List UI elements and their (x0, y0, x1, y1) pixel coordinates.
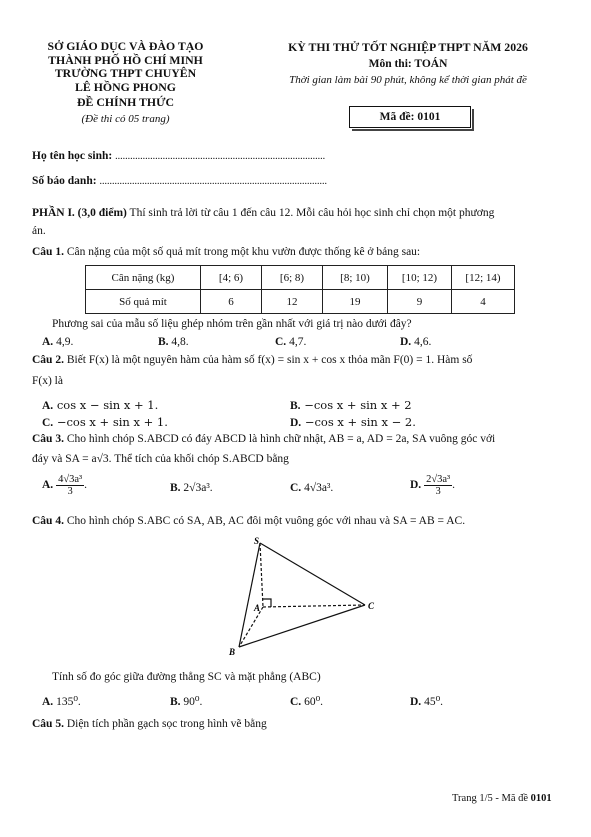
option-text: −cos x + sin x − 2. (301, 415, 416, 429)
table-cell: 4 (452, 290, 515, 314)
fraction (56, 474, 84, 497)
department-line: SỞ GIÁO DỤC VÀ ĐÀO TẠO (47, 39, 204, 53)
option-key: C. (42, 417, 54, 429)
fraction-denominator: 3 (435, 486, 441, 497)
option-key: C. (290, 482, 302, 494)
exam-title: KỲ THI THỬ TỐT NGHIỆP THPT NĂM 2026 (288, 40, 528, 54)
option-key: B. (170, 482, 181, 494)
q1-stem (32, 246, 420, 258)
subject-label: Môn thi: TOÁN (368, 58, 448, 70)
footer-text: Trang 1/5 - Mã đề (452, 793, 531, 804)
q4-option-c[interactable] (290, 694, 323, 708)
option-text: 4√3a³. (304, 482, 334, 494)
option-text: 135⁰. (53, 696, 81, 708)
vertex-label-B: B (229, 647, 236, 657)
table-cell: Cân nặng (kg) (86, 266, 201, 290)
period: . (84, 479, 88, 492)
table-row (86, 290, 515, 314)
option-key: C. (275, 336, 287, 348)
q1-prompt: Phương sai của mẫu số liệu ghép nhóm trên gần nhất với giá trị nào dưới đây? (52, 318, 412, 330)
part1-line1 (32, 207, 494, 219)
option-key: C. (290, 696, 302, 708)
fraction-denominator: 3 (67, 486, 73, 497)
table-header-row (86, 266, 515, 290)
option-key: A. (42, 479, 54, 492)
option-text: cos x − sin x + 1. (53, 398, 159, 412)
q1-option-b[interactable] (158, 336, 189, 348)
frequency-table (85, 265, 515, 314)
student-id-label: Số báo danh: (32, 175, 97, 187)
time-note: Thời gian làm bài 90 phút, không kể thời gian phát đề (289, 74, 527, 86)
school-header (18, 40, 233, 126)
q2-option-a[interactable] (42, 398, 158, 412)
student-id-dots: ........................................................................................... (99, 176, 327, 187)
fraction-numerator: 4√3a³ (58, 474, 83, 485)
q3-option-d[interactable] (410, 474, 455, 497)
table-cell: [4; 6) (201, 266, 262, 290)
q5-label: Câu 5. (32, 718, 64, 730)
table-cell: 9 (388, 290, 452, 314)
option-key: A. (42, 400, 54, 412)
page-count-note: (Đề thi có 05 trang) (81, 112, 170, 125)
option-key: B. (158, 336, 169, 348)
q4-stem (32, 515, 465, 527)
edge-AC (263, 605, 365, 607)
page-footer (452, 793, 552, 804)
student-id-row (32, 175, 327, 187)
q2-line2: F(x) là (32, 375, 63, 387)
table-cell: 19 (323, 290, 388, 314)
option-key: A. (42, 696, 54, 708)
option-text: 90⁰. (180, 696, 203, 708)
q1-text: Cân nặng của một số quả mít trong một khu vườn được thống kê ở bảng sau: (63, 246, 421, 258)
school-line: TRƯỜNG THPT CHUYÊN (54, 66, 197, 80)
q3-line2: đáy và SA = a√3. Thể tích của khối chóp S.ABCD bằng (32, 453, 289, 465)
option-key: D. (410, 696, 422, 708)
table-cell: [12; 14) (452, 266, 515, 290)
q4-label: Câu 4. (32, 515, 64, 527)
option-text: −cos x + sin x + 2 (300, 398, 412, 412)
part1-title: PHẦN I. (3,0 điểm) (32, 207, 127, 219)
q4-option-d[interactable] (410, 694, 443, 708)
option-text: 60⁰. (301, 696, 324, 708)
exam-code-box: Mã đề: 0101 (349, 106, 471, 128)
q1-option-d[interactable] (400, 336, 431, 348)
option-text: 4,9. (53, 336, 74, 348)
q3-line1: Cho hình chóp S.ABCD có đáy ABCD là hình chữ nhật, AB = a, AD = 2a, SA vuông góc với (63, 433, 496, 445)
table-cell: 12 (262, 290, 323, 314)
part1-text1: Thí sinh trả lời từ câu 1 đến câu 12. Mỗi câu hỏi học sinh chỉ chọn một phương (126, 207, 495, 219)
option-key: D. (410, 479, 422, 492)
q1-option-a[interactable] (42, 336, 73, 348)
q5-text: Diện tích phần gạch sọc trong hình vẽ bằng (63, 718, 267, 730)
table-cell: Số quả mít (86, 290, 201, 314)
option-key: B. (290, 400, 301, 412)
q3-option-c[interactable] (290, 482, 333, 494)
option-text: 4,8. (168, 336, 189, 348)
school-name-line: LÊ HỒNG PHONG (75, 79, 176, 94)
student-name-label: Họ tên học sinh: (32, 150, 113, 162)
q2-label: Câu 2. (32, 354, 64, 366)
q4-text: Cho hình chóp S.ABC có SA, AB, AC đôi một vuông góc với nhau và SA = AB = AC. (63, 515, 466, 527)
q5-stem (32, 718, 267, 730)
option-key: A. (42, 336, 54, 348)
fraction-numerator: 2√3a³ (426, 474, 451, 485)
table-cell: 6 (201, 290, 262, 314)
fraction (424, 474, 452, 497)
option-key: D. (290, 417, 302, 429)
q2-option-c[interactable] (42, 415, 168, 429)
q3-label: Câu 3. (32, 433, 64, 445)
edge-SC (260, 543, 365, 605)
option-text: 45⁰. (421, 696, 444, 708)
q2-option-d[interactable] (290, 415, 416, 429)
q1-option-c[interactable] (275, 336, 306, 348)
q2-stem (32, 354, 472, 366)
official-label: ĐỀ CHÍNH THỨC (76, 95, 174, 109)
city-line: THÀNH PHỐ HỒ CHÍ MINH (48, 52, 203, 67)
vertex-label-A: A (254, 603, 261, 613)
table-cell: [8; 10) (323, 266, 388, 290)
part1-text2: án. (32, 225, 46, 237)
option-text: 2√3a³. (183, 482, 213, 494)
footer-code: 0101 (530, 793, 552, 804)
option-key: D. (400, 336, 412, 348)
student-name-row (32, 150, 325, 162)
pyramid-figure (225, 535, 385, 660)
vertex-label-C: C (368, 601, 375, 611)
student-name-dots: .................................................................................... (115, 151, 326, 162)
q3-option-a[interactable] (42, 474, 87, 497)
vertex-label-S: S (254, 536, 260, 546)
q4-option-b[interactable] (170, 694, 202, 708)
period: . (452, 479, 456, 492)
q4-prompt: Tính số đo góc giữa đường thẳng SC và mặt phẳng (ABC) (52, 671, 321, 683)
option-text: −cos x + sin x + 1. (53, 415, 168, 429)
edge-SA (260, 543, 263, 607)
option-key: B. (170, 696, 181, 708)
q2-option-b[interactable] (290, 398, 412, 412)
q3-stem (32, 433, 495, 445)
q2-line1: Biết F(x) là một nguyên hàm của hàm số f(x) = sin x + cos x thỏa mãn F(0) = 1. Hàm số (63, 354, 473, 366)
q4-option-a[interactable] (42, 694, 81, 708)
right-angle-mark (263, 599, 271, 607)
option-text: 4,6. (411, 336, 432, 348)
exam-header (238, 40, 578, 87)
table-cell: [6; 8) (262, 266, 323, 290)
edge-SB (239, 543, 260, 647)
q1-label: Câu 1. (32, 246, 64, 258)
option-text: 4,7. (286, 336, 307, 348)
table-cell: [10; 12) (388, 266, 452, 290)
q3-option-b[interactable] (170, 482, 213, 494)
